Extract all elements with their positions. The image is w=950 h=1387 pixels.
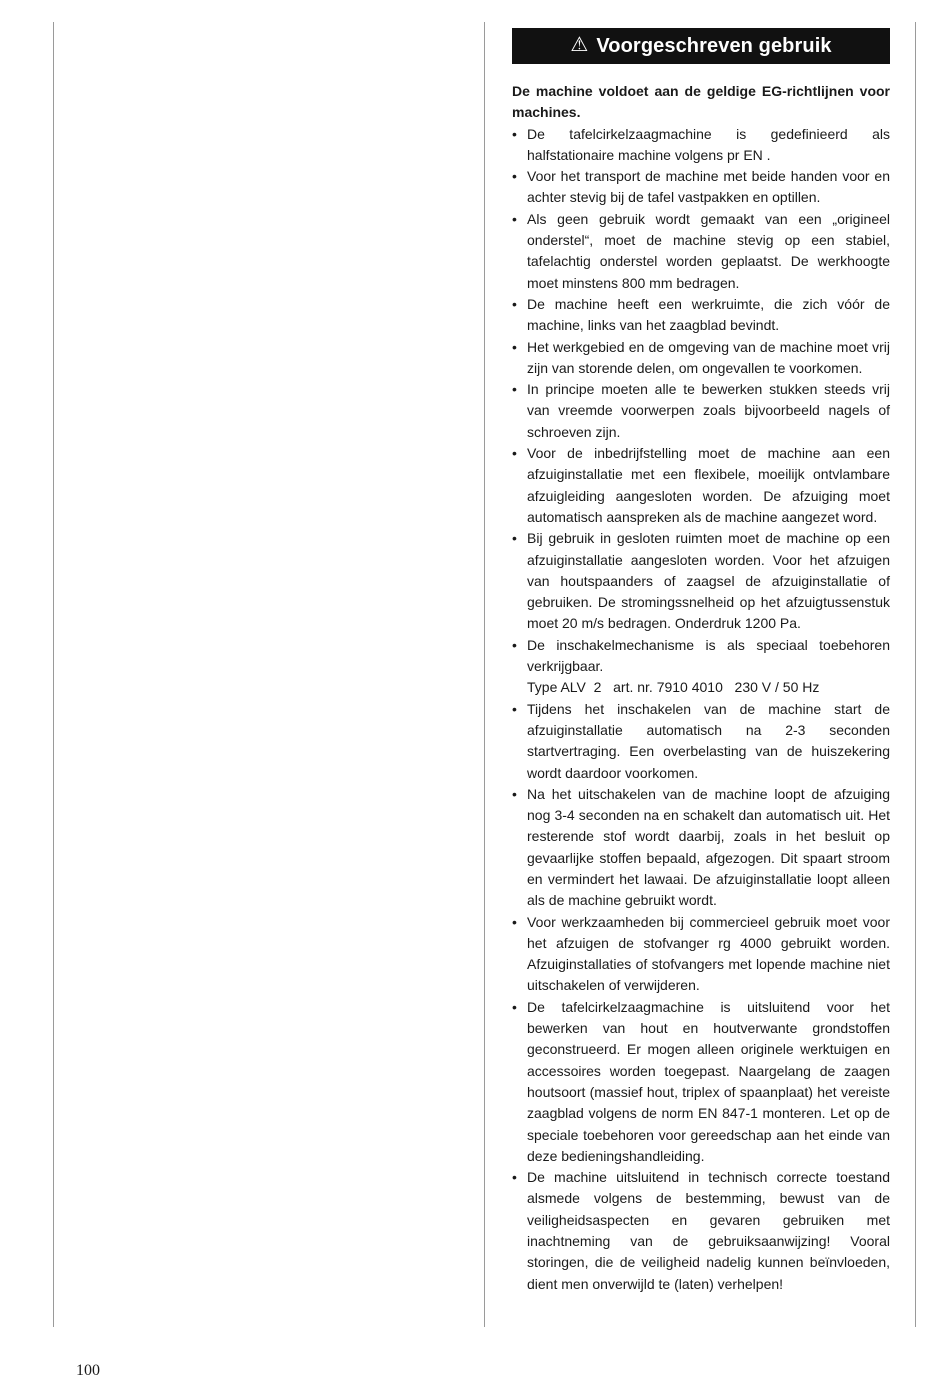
warning-triangle-icon: ⚠ [570, 34, 589, 56]
list-item-text: Voor het transport de machine met beide handen voor en achter stevig bij de tafel vastpakken en optillen. [527, 168, 890, 206]
list-item-text: De tafelcirkelzaagmachine is uitsluitend voor het bewerken van hout en houtverwante grondstoffen geconstrueerd. Er mogen alleen originele werktuigen en accessoires worden toegepast. Naargelang de zaagen houtsoort (massief hout, triplex of spaanplaat) het vereiste zaagblad volgens de norm EN 847-1 monteren. Let op de speciale toebehoren voor gereedschap aan het einde van deze bedieningshandleiding. [527, 998, 890, 1164]
list-item [512, 294, 890, 337]
list-item [512, 209, 890, 294]
bullet-marker: • [512, 381, 517, 398]
list-item-text: Bij gebruik in gesloten ruimten moet de machine op een afzuiginstallatie aangesloten worden. Voor het afzuigen van houtspaanders of zaagsel de afzuiginstallatie of gebruiken. De stromingssnelheid op het afzuigtussenstuk moet 20 m/s bedragen. Onderdruk 1200 Pa. [527, 530, 890, 632]
list-item-text: De machine uitsluitend in technisch correcte toestand alsmede volgens de bestemming, bewust van de veiligheidsaspecten en gevaren gebruiken met inachtneming van de gebruiksaanwijzing! Vooral storingen, die de veiligheid nadelig kunnen beïnvloeden, dient men onverwijld te (laten) verhelpen! [527, 1169, 890, 1292]
bullet-marker: • [512, 1169, 517, 1186]
list-item [512, 1167, 890, 1295]
list-item-text: De tafelcirkelzaagmachine is gedefinieerd als halfstationaire machine volgens pr EN . [527, 125, 890, 163]
bullet-marker: • [512, 445, 517, 462]
section-title: Voorgeschreven gebruik [596, 34, 832, 57]
page-number: 100 [76, 1362, 100, 1379]
list-item [512, 443, 890, 528]
list-item-text: Voor werkzaamheden bij commercieel gebruik moet voor het afzuigen de stofvanger rg 4000 gebruikt worden. Afzuiginstallaties of stofvangers met lopende machine niet uitschakelen of verwijderen. [527, 913, 890, 994]
bullet-marker: • [512, 913, 517, 930]
bullet-marker: • [512, 636, 517, 653]
list-item-extra: Type ALV 2 art. nr. 7910 4010 230 V / 50 Hz [527, 679, 820, 696]
bullet-marker: • [512, 700, 517, 717]
list-item [512, 699, 890, 784]
list-item [512, 337, 890, 380]
bullet-marker: • [512, 168, 517, 185]
bullet-marker: • [512, 530, 517, 547]
bullet-list [512, 124, 890, 1295]
column-divider-middle [484, 22, 485, 1327]
bullet-marker: • [512, 125, 517, 142]
list-item-text: De machine heeft een werkruimte, die zich vóór de machine, links van het zaagblad bevindt. [527, 295, 890, 334]
list-item-text: Tijdens het inschakelen van de machine start de afzuiginstallatie automatisch na 2-3 seconden startvertraging. Een overbelasting van de huiszekering wordt daardoor voorkomen. [527, 700, 890, 781]
bullet-marker: • [512, 785, 517, 802]
section-header [512, 28, 890, 64]
list-item [512, 635, 890, 699]
list-item-text: Voor de inbedrijfstelling moet de machine aan een afzuiginstallatie met een flexibele, moeilijk ontvlambare afzuigleiding aangesloten worden. De afzuiging moet automatisch aanspreken als de machine aangezet word. [527, 445, 890, 525]
list-item-text: Het werkgebied en de omgeving van de machine moet vrij zijn van storende delen, om ongevallen te voorkomen. [527, 338, 890, 376]
bullet-marker: • [512, 295, 517, 312]
bullet-marker: • [512, 210, 517, 227]
bullet-marker: • [512, 998, 517, 1015]
list-item [512, 166, 890, 209]
right-column [512, 28, 890, 1295]
column-divider-right [915, 22, 916, 1327]
list-item [512, 997, 890, 1167]
column-divider-left [53, 22, 54, 1327]
list-item-text: Als geen gebruik wordt gemaakt van een „origineel onderstel“, moet de machine stevig op een stabiel, tafelachtig onderstel worden geplaatst. De werkhoogte moet minstens 800 mm bedragen. [527, 210, 890, 291]
intro-text: De machine voldoet aan de geldige EG-richtlijnen voor machines. [512, 83, 890, 121]
list-item [512, 528, 890, 634]
bullet-marker: • [512, 338, 517, 355]
list-item [512, 379, 890, 443]
list-item [512, 124, 890, 167]
list-item-text: In principe moeten alle te bewerken stukken steeds vrij van vreemde voorwerpen zoals bijvoorbeeld nagels of schroeven zijn. [527, 381, 890, 440]
list-item [512, 912, 890, 997]
list-item [512, 784, 890, 912]
list-item-text: De inschakelmechanisme is als speciaal toebehoren verkrijgbaar. [527, 636, 890, 675]
list-item-text: Na het uitschakelen van de machine loopt de afzuiging nog 3-4 seconden na en schakelt dan automatisch uit. Het resterende stof wordt daarbij, zoals in het besluit op gevaarlijke stoffen bepaald, afgezogen. Dit spaart stroom en vermindert het lawaai. De afzuiginstallatie loopt alleen als de machine gebruikt wordt. [527, 785, 890, 909]
